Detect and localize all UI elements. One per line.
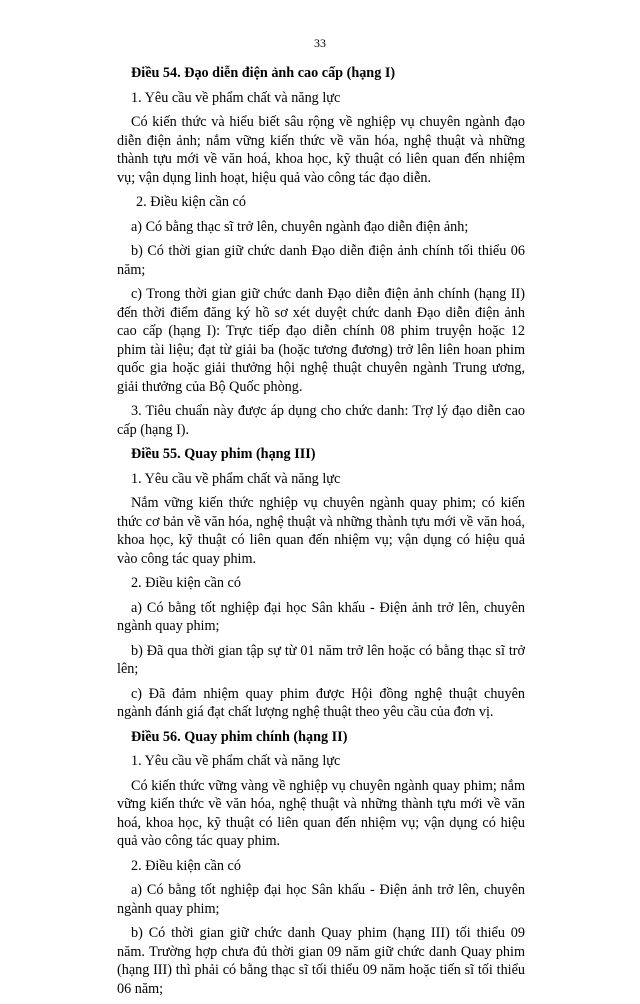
paragraph: a) Có bằng tốt nghiệp đại học Sân khấu - Điện ảnh trở lên, chuyên ngành quay phim; xyxy=(117,599,525,634)
paragraph: Nắm vững kiến thức nghiệp vụ chuyên ngành quay phim; có kiến thức cơ bản về văn hóa, nghệ thuật và những thành tựu mới về văn hoá, khoa học, kỹ thuật có liên quan đến nhiệm vụ; vận dụng có hiệu quả vào công tác quay phim. xyxy=(117,495,525,567)
document-body xyxy=(117,64,525,1004)
page-number: 33 xyxy=(314,36,326,50)
paragraph: b) Có thời gian giữ chức danh Quay phim (hạng III) tối thiểu 09 năm. Trường hợp chưa đủ thời gian 09 năm giữ chức danh Quay phim (hạng III) thì phải có bằng thạc sĩ tối thiểu 09 năm hoặc tiến sĩ tối thiểu 06 năm; xyxy=(117,925,525,997)
article-54-heading: Điều 54. Đạo diễn điện ảnh cao cấp (hạng I) xyxy=(131,65,396,81)
paragraph: 1. Yêu cầu về phẩm chất và năng lực xyxy=(131,89,341,106)
paragraph: a) Có bằng thạc sĩ trở lên, chuyên ngành đạo diễn điện ảnh; xyxy=(131,218,469,235)
paragraph: a) Có bằng tốt nghiệp đại học Sân khấu - Điện ảnh trở lên, chuyên ngành quay phim; xyxy=(117,882,525,917)
paragraph: 2. Điều kiện cần có xyxy=(131,575,241,591)
paragraph: 1. Yêu cầu về phẩm chất và năng lực xyxy=(131,470,341,487)
paragraph: 1. Yêu cầu về phẩm chất và năng lực xyxy=(131,753,341,769)
paragraph: b) Đã qua thời gian tập sự từ 01 năm trở lên hoặc có bằng thạc sĩ trở lên; xyxy=(117,642,525,677)
article-55-heading: Điều 55. Quay phim (hạng III) xyxy=(131,446,316,462)
paragraph: c) Đã đảm nhiệm quay phim được Hội đồng nghệ thuật chuyên ngành đánh giá đạt chất lượng nghệ thuật theo yêu cầu của đơn vị. xyxy=(117,685,525,720)
paragraph: 2. Điều kiện cần có xyxy=(136,194,246,210)
paragraph: 2. Điều kiện cần có xyxy=(131,857,241,874)
paragraph: Có kiến thức vững vàng về nghiệp vụ chuyên ngành quay phim; nắm vững kiến thức về văn hóa, nghệ thuật và những thành tựu mới về văn hoá, khoa học, kỹ thuật có liên quan đến nhiệm vụ; vận dụng có hiệu quả vào công tác quay phim. xyxy=(117,777,525,849)
paragraph: c) Trong thời gian giữ chức danh Đạo diễn điện ảnh chính (hạng II) đến thời điểm đăng ký hồ sơ xét duyệt chức danh Đạo diễn điện ảnh cao cấp (hạng I): Trực tiếp đạo diễn chính 08 phim truyện hoặc 12 phim tài liệu; đạt từ giải ba (hoặc tương đương) trở lên liên hoan phim quốc gia hoặc giải thưởng hội nghệ thuật chuyên ngành Trung ương, giải thưởng của Bộ Quốc phòng. xyxy=(117,286,525,395)
paragraph: Có kiến thức và hiểu biết sâu rộng về nghiệp vụ chuyên ngành đạo diễn điện ảnh; nắm vững kiến thức về văn hóa, nghệ thuật và những thành tựu mới về văn hoá, khoa học, kỹ thuật có liên quan đến nhiệm vụ; vận dụng linh hoạt, hiệu quả vào công tác đạo diễn. xyxy=(117,114,525,186)
paragraph: 3. Tiêu chuẩn này được áp dụng cho chức danh: Trợ lý đạo diễn cao cấp (hạng I). xyxy=(117,403,525,438)
paragraph: b) Có thời gian giữ chức danh Đạo diễn điện ảnh chính tối thiểu 06 năm; xyxy=(117,243,525,278)
article-56-heading: Điều 56. Quay phim chính (hạng II) xyxy=(131,728,348,745)
